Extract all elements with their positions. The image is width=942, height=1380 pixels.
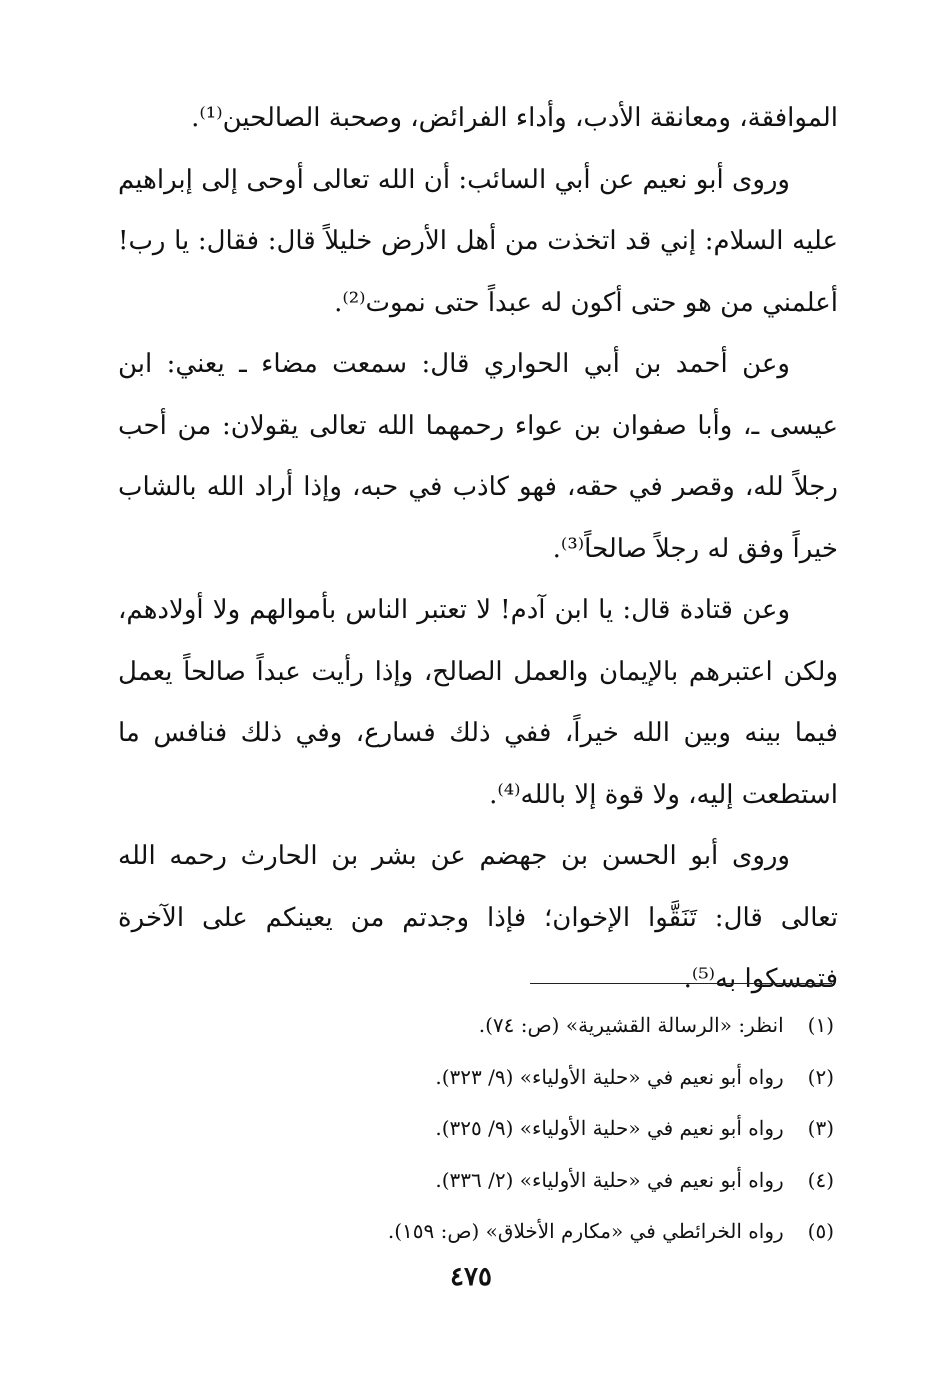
footnote-number: (٢) — [807, 1064, 834, 1089]
footnotes — [118, 1000, 834, 1258]
paragraph-5: وروى أبو الحسن بن جهضم عن بشر بن الحارث رحمه الله تعالى قال: تَنَقَّوا الإخوان؛ فإذا وجدتم من يعينكم على الآخرة فتمسكوا به⁽⁵⁾. — [118, 841, 838, 994]
footnote-divider — [530, 983, 832, 984]
paragraph-2: وروى أبو نعيم عن أبي السائب: أن الله تعالى أوحى إلى إبراهيم عليه السلام: إني قد اتخذت من أهل الأرض خليلاً قال: فقال: يا رب! أعلمني من هو حتى أكون له عبداً حتى نموت⁽²⁾. — [118, 164, 838, 318]
footnote-number: (٣) — [807, 1116, 834, 1140]
page-number: ٤٧٥ — [450, 1262, 492, 1292]
footnote-3 — [118, 1103, 834, 1155]
footnote-text: انظر: «الرسالة القشيرية» (ص: ٧٤). — [478, 1013, 784, 1037]
paragraph-3: وعن أحمد بن أبي الحواري قال: سمعت مضاء ـ يعني: ابن عيسى ـ، وأبا صفوان بن عواء رحمهما الله تعالى يقولان: من أحب رجلاً لله، وقصر في حقه، فهو كاذب في حبه، وإذا أراد الله بالشاب خيراً وفق له رجلاً صالحاً⁽³⁾. — [118, 349, 838, 564]
footnote-2 — [118, 1052, 834, 1104]
main-text — [118, 88, 838, 1011]
footnote-5 — [118, 1206, 834, 1258]
footnote-text: رواه أبو نعيم في «حلية الأولياء» (٢/ ٣٣٦). — [435, 1167, 784, 1192]
footnote-text: رواه أبو نعيم في «حلية الأولياء» (٩/ ٣٢٥). — [435, 1116, 784, 1140]
footnote-4 — [118, 1155, 834, 1207]
footnote-text: رواه أبو نعيم في «حلية الأولياء» (٩/ ٣٢٣). — [435, 1064, 784, 1089]
footnote-number: (٤) — [807, 1167, 834, 1192]
footnote-text: رواه الخرائطي في «مكارم الأخلاق» (ص: ١٥٩). — [387, 1219, 784, 1243]
footnote-number: (١) — [807, 1013, 834, 1037]
paragraph-4: وعن قتادة قال: يا ابن آدم! لا تعتبر الناس بأموالهم ولا أولادهم، ولكن اعتبرهم بالإيمان والعمل الصالح، وإذا رأيت عبداً صالحاً يعمل فيما بينه وبين الله خيراً، ففي ذلك فسارع، وفي ذلك فنافس ما استطعت إليه، ولا قوة إلا بالله⁽⁴⁾. — [118, 595, 838, 810]
paragraph-1: الموافقة، ومعانقة الأدب، وأداء الفرائض، وصحبة الصالحين⁽¹⁾. — [191, 103, 838, 133]
footnote-1 — [118, 1000, 834, 1052]
footnote-number: (٥) — [807, 1219, 834, 1243]
